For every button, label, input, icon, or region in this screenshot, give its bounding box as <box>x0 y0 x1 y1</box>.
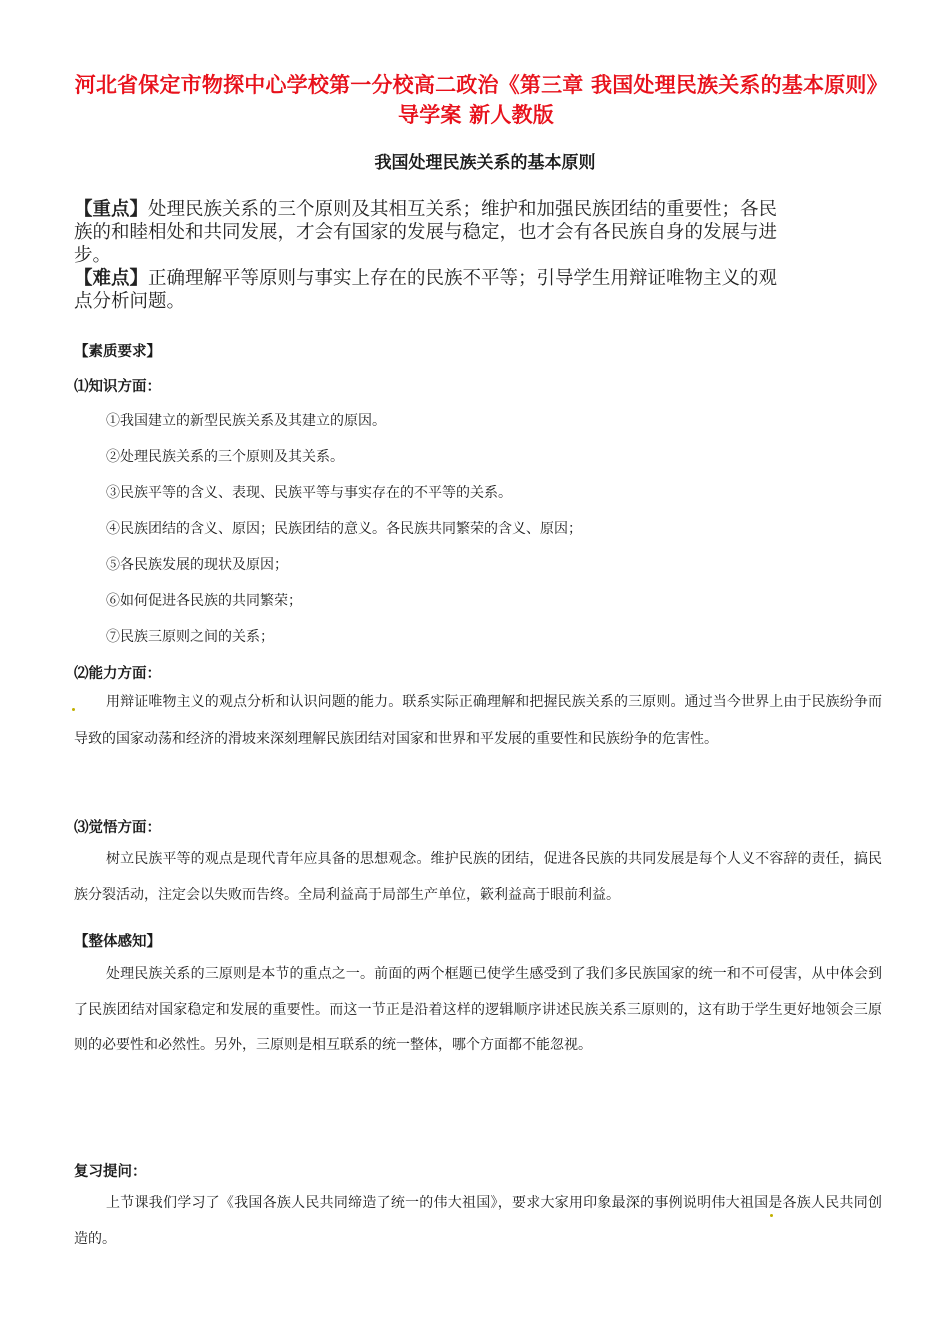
knowledge-heading: ⑴知识方面： <box>74 379 161 395</box>
key-point-text: 处理民族关系的三个原则及其相互关系；维护和加强民族团结的重要性；各民族的和睦相处和共同发展，才会有国家的发展与稳定，也才会有各民族自身的发展与进步。 <box>74 199 778 266</box>
awareness-heading: ⑶觉悟方面： <box>74 820 161 836</box>
overall-perception-paragraph: 处理民族关系的三原则是本节的重点之一。前面的两个框题已使学生感受到了我们多民族国家的统一和不可侵害，从中体会到了民族团结对国家稳定和发展的重要性。而这一节正是沿着这样的逻辑顺序讲述民族关系三原则的，这有助于学生更好地领会三原则的必要性和必然性。另外，三原则是相互联系的统一整体，哪个方面都不能忽视。 <box>74 966 882 1053</box>
section-title: 我国处理民族关系的基本原则 <box>374 153 596 173</box>
key-points-block <box>74 198 794 313</box>
knowledge-item-4: ④民族团结的含义、原因；民族团结的意义。各民族共同繁荣的含义、原因； <box>106 521 582 537</box>
overall-perception-heading: 【整体感知】 <box>74 934 161 950</box>
mark-dot <box>770 1214 773 1217</box>
knowledge-item-6: ⑥如何促进各民族的共同繁荣； <box>106 593 302 609</box>
difficult-point-text: 正确理解平等原则与事实上存在的民族不平等；引导学生用辩证唯物主义的观点分析问题。 <box>74 268 778 312</box>
key-point-tag: 【重点】 <box>74 199 149 220</box>
difficult-point-tag: 【难点】 <box>74 268 149 289</box>
document-title: 河北省保定市物探中心学校第一分校高二政治《第三章 我国处理民族关系的基本原则》导学案 新人教版 <box>74 73 878 127</box>
review-questions-heading: 复习提问： <box>74 1164 147 1180</box>
awareness-paragraph: 树立民族平等的观点是现代青年应具备的思想观念。维护民族的团结，促进各民族的共同发展是每个人义不容辞的责任，搞民族分裂活动，注定会以失败而告终。全局利益高于局部生产单位，簌利益高于眼前利益。 <box>74 851 882 903</box>
knowledge-item-3: ③民族平等的含义、表现、民族平等与事实存在的不平等的关系。 <box>106 485 512 501</box>
review-questions-paragraph: 上节课我们学习了《我国各族人民共同缔造了统一的伟大祖国》，要求大家用印象最深的事例说明伟大祖国是各族人民共同创造的。 <box>74 1195 882 1247</box>
knowledge-item-7: ⑦民族三原则之间的关系； <box>106 629 274 645</box>
knowledge-item-2: ②处理民族关系的三个原则及其关系。 <box>106 449 344 465</box>
knowledge-item-5: ⑤各民族发展的现状及原因； <box>106 557 288 573</box>
ability-heading: ⑵能力方面： <box>74 666 161 682</box>
quality-requirements-heading: 【素质要求】 <box>74 344 161 360</box>
knowledge-item-1: ①我国建立的新型民族关系及其建立的原因。 <box>106 413 386 429</box>
ability-paragraph: 用辩证唯物主义的观点分析和认识问题的能力。联系实际正确理解和把握民族关系的三原则。通过当今世界上由于民族纷争而导致的国家动荡和经济的滑坡来深刻理解民族团结对国家和世界和平发展的重要性和民族纷争的危害性。 <box>74 694 882 747</box>
difficult-point-paragraph <box>74 267 794 313</box>
key-point-paragraph <box>74 198 794 267</box>
